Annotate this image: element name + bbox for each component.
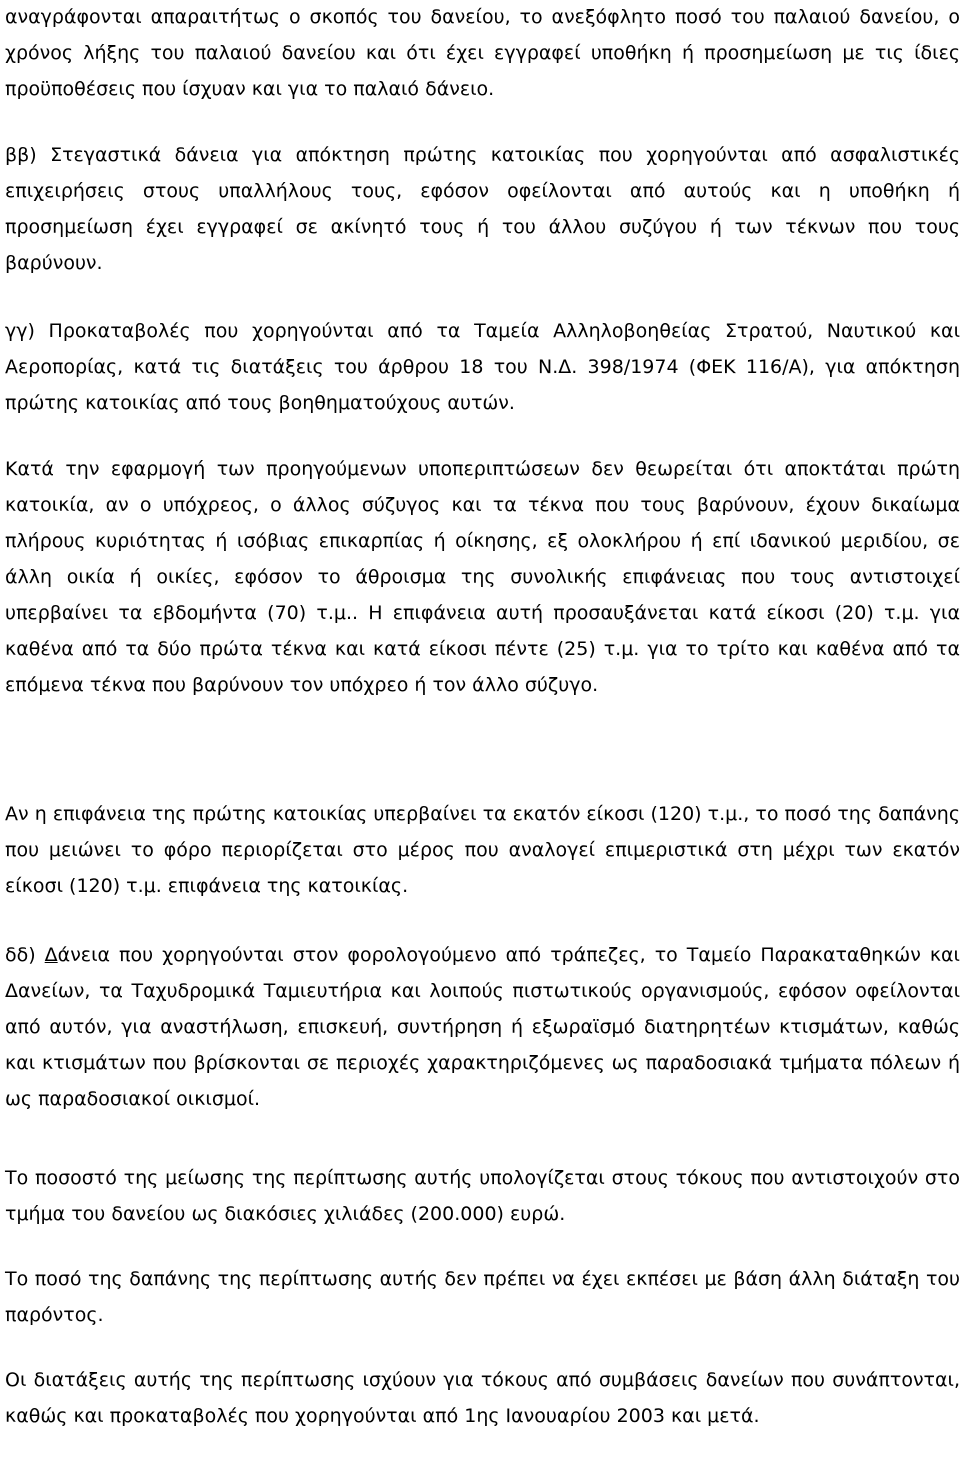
paragraph-first-residence-rules: Κατά την εφαρμογή των προηγούμενων υποπεριπτώσεων δεν θεωρείται ότι αποκτάται πρώτη κατοικία, αν ο υπόχρεος, ο άλλος σύζυγος και τα τέκνα που τους βαρύνουν, έχουν δικαίωμα πλήρους κυριότητας ή ισόβιας επικαρπίας ή οίκησης, εξ ολοκλήρου ή επί ιδανικού μεριδίου, σε άλλη οικία ή οικίες, εφόσον το άθροισμα της συνολικής επιφάνειας που τους αντιστοιχεί υπερβαίνει τα εβδομήντα (70) τ.μ.. Η επιφάνεια αυτή προσαυξάνεται κατά είκοσι (20) τ.μ. για καθένα από τα δύο πρώτα τέκνα και κατά είκοσι πέντε (25) τ.μ. για το τρίτο και καθένα από τα επόμενα τέκνα που βαρύνουν τον υπόχρεο ή τον άλλο σύζυγο. bbox=[5, 458, 960, 696]
paragraph-bb-housing-loans: ββ) Στεγαστικά δάνεια για απόκτηση πρώτης κατοικίας που χορηγούνται από ασφαλιστικές επιχειρήσεις στους υπαλλήλους τους, εφόσον οφείλονται από αυτούς και η υποθήκη ή προσημείωση έχει εγγραφεί σε ακίνητό τους ή του άλλου συζύγου ή των τέκνων που τους βαρύνουν. bbox=[5, 144, 960, 274]
paragraph-dd-restoration-loans bbox=[5, 937, 960, 1117]
dd-underlined-letter: Δ bbox=[44, 944, 58, 966]
paragraph-no-double-deduction: Το ποσό της δαπάνης της περίπτωσης αυτής δεν πρέπει να έχει εκπέσει με βάση άλλη διάταξη του παρόντος. bbox=[5, 1268, 960, 1326]
paragraph-loan-details: αναγράφονται απαραιτήτως ο σκοπός του δανείου, το ανεξόφλητο ποσό του παλαιού δανείου, ο χρόνος λήξης του παλαιού δανείου και ότι έχει εγγραφεί υποθήκη ή προσημείωση με τις ίδιες προϋποθέσεις που ίσχυαν και για το παλαιό δάνειο. bbox=[5, 6, 960, 100]
paragraph-percentage: Το ποσοστό της μείωσης της περίπτωσης αυτής υπολογίζεται στους τόκους που αντιστοιχούν στο τμήμα του δανείου ως διακόσιες χιλιάδες (200.000) ευρώ. bbox=[5, 1167, 960, 1225]
dd-prefix: δδ) bbox=[5, 944, 45, 966]
paragraph-effective-date: Οι διατάξεις αυτής της περίπτωσης ισχύουν για τόκους από συμβάσεις δανείων που συνάπτονται, καθώς και προκαταβολές που χορηγούνται από 1ης Ιανουαρίου 2003 και μετά. bbox=[5, 1369, 960, 1427]
paragraph-gg-advances: γγ) Προκαταβολές που χορηγούνται από τα Ταμεία Αλληλοβοηθείας Στρατού, Ναυτικού και Αεροπορίας, κατά τις διατάξεις του άρθρου 18 του Ν.Δ. 398/1974 (ΦΕΚ 116/Α), για απόκτηση πρώτης κατοικίας από τους βοηθηματούχους αυτών. bbox=[5, 320, 960, 414]
paragraph-surface-limit: Αν η επιφάνεια της πρώτης κατοικίας υπερβαίνει τα εκατόν είκοσι (120) τ.μ., το ποσό της δαπάνης που μειώνει το φόρο περιορίζεται στο μέρος που αναλογεί επιμεριστικά στη μέχρι των εκατόν είκοσι (120) τ.μ. επιφάνεια της κατοικίας. bbox=[5, 803, 960, 897]
dd-text: άνεια που χορηγούνται στον φορολογούμενο από τράπεζες, το Ταμείο Παρακαταθηκών και Δανείων, τα Ταχυδρομικά Ταμιευτήρια και λοιπούς πιστωτικούς οργανισμούς, εφόσον οφείλονται από αυτόν, για αναστήλωση, επισκευή, συντήρηση ή εξωραϊσμό διατηρητέων κτισμάτων, καθώς και κτισμάτων που βρίσκονται σε περιοχές χαρακτηριζόμενες ως παραδοσιακά τμήματα πόλεων ή ως παραδοσιακοί οικισμοί. bbox=[5, 944, 960, 1110]
